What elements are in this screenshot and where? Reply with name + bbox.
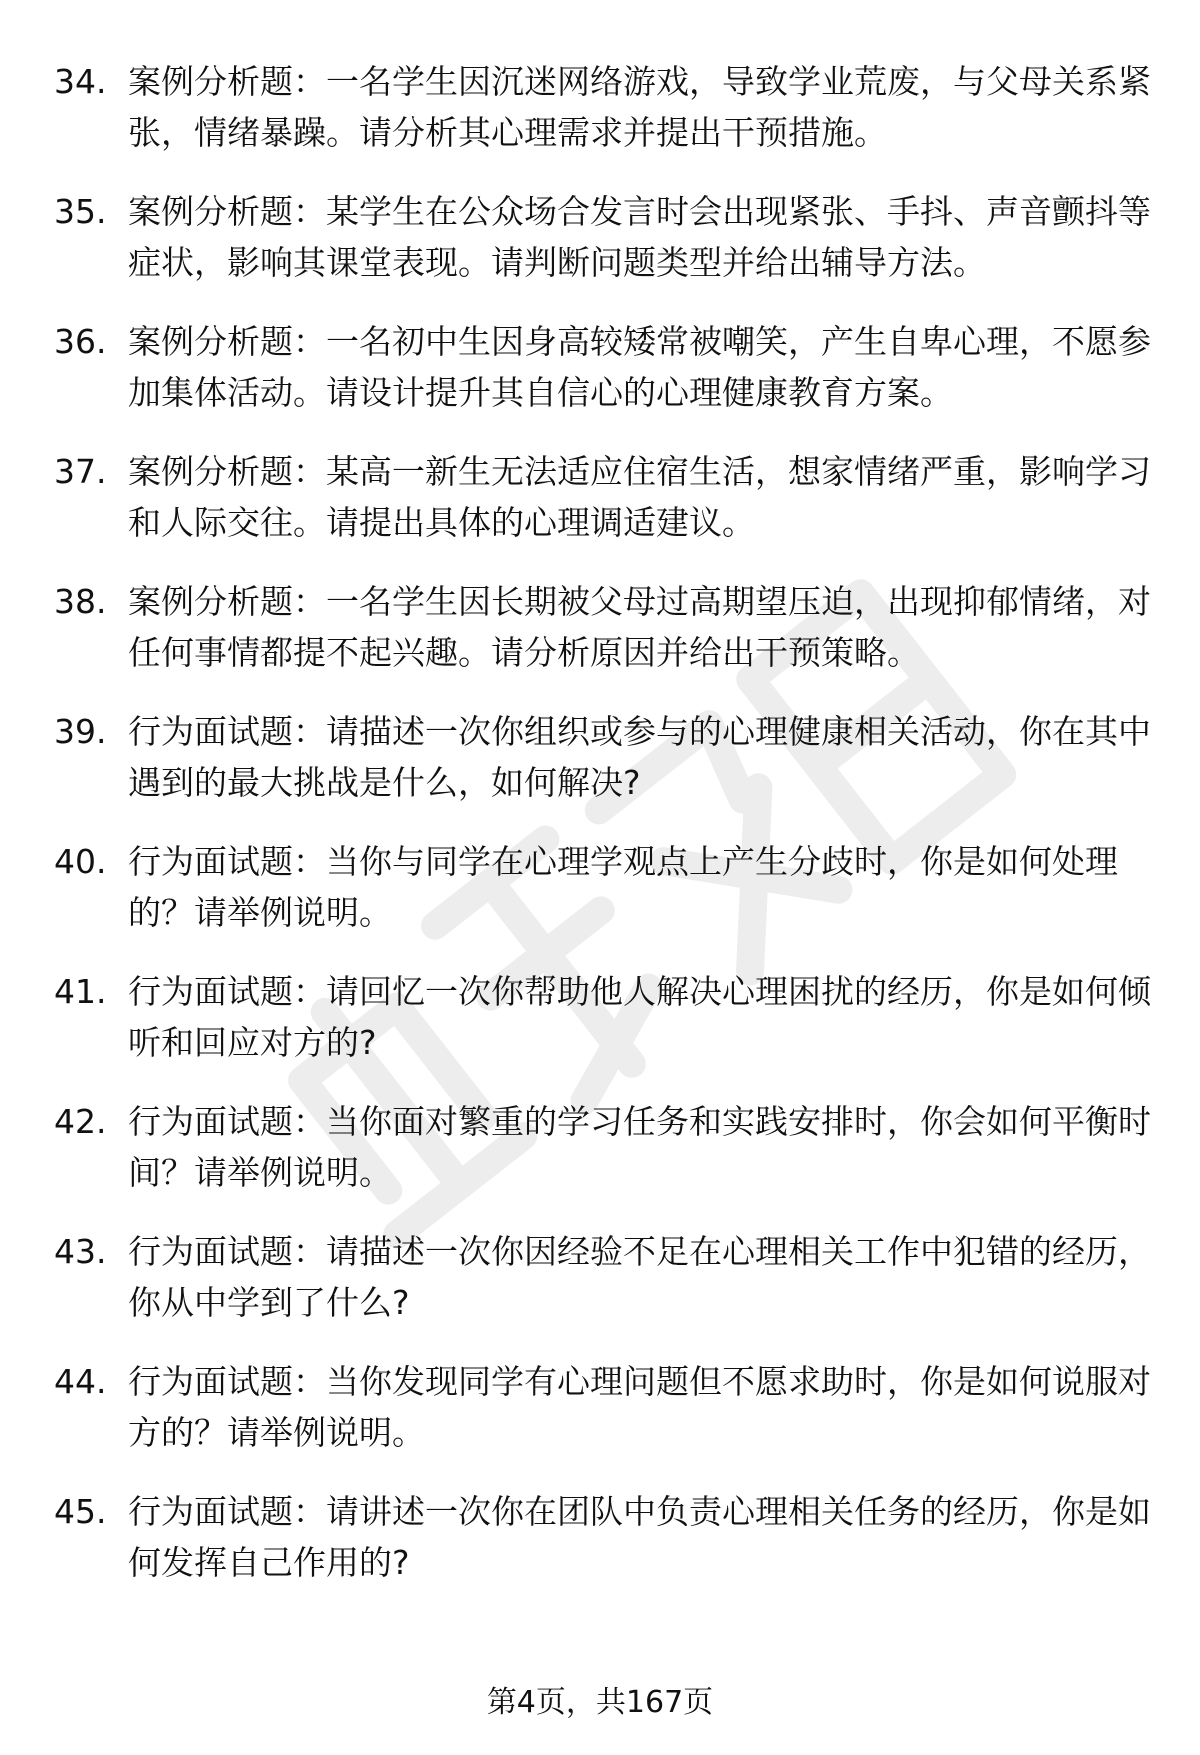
question-text: 案例分析题：某高一新生无法适应住宿生活，想家情绪严重，影响学习和人际交往。请提出具体的心理调适建议。 — [128, 452, 1151, 542]
question-item-41 — [54, 966, 1154, 1068]
question-item-35 — [54, 186, 1154, 288]
question-text: 行为面试题：当你发现同学有心理问题但不愿求助时，你是如何说服对方的？请举例说明。 — [128, 1362, 1151, 1452]
page-number-footer: 第4页，共167页 — [486, 1685, 714, 1720]
question-item-39 — [54, 706, 1154, 808]
question-item-38 — [54, 576, 1154, 678]
question-text: 行为面试题：请描述一次你因经验不足在心理相关工作中犯错的经历，你从中学到了什么? — [128, 1232, 1151, 1322]
question-text: 行为面试题：当你与同学在心理学观点上产生分歧时，你是如何处理的？请举例说明。 — [128, 842, 1118, 932]
question-item-44 — [54, 1356, 1154, 1458]
question-number: 43. — [54, 1232, 107, 1271]
question-number: 38. — [54, 582, 107, 621]
question-item-34 — [54, 56, 1154, 158]
question-text: 行为面试题：请回忆一次你帮助他人解决心理困扰的经历，你是如何倾听和回应对方的? — [128, 972, 1151, 1062]
question-number: 45. — [54, 1492, 107, 1531]
question-item-37 — [54, 446, 1154, 548]
question-number: 40. — [54, 842, 107, 881]
question-text: 案例分析题：一名学生因长期被父母过高期望压迫，出现抑郁情绪，对任何事情都提不起兴趣。请分析原因并给出干预策略。 — [128, 582, 1151, 672]
question-text: 行为面试题：请描述一次你组织或参与的心理健康相关活动，你在其中遇到的最大挑战是什么，如何解决? — [128, 712, 1151, 802]
question-number: 39. — [54, 712, 107, 751]
question-number: 37. — [54, 452, 107, 491]
question-text: 行为面试题：请讲述一次你在团队中负责心理相关任务的经历，你是如何发挥自己作用的? — [128, 1492, 1151, 1582]
question-number: 42. — [54, 1102, 107, 1141]
question-item-43 — [54, 1226, 1154, 1328]
question-item-36 — [54, 316, 1154, 418]
question-list — [54, 56, 1154, 1616]
question-text: 案例分析题：一名初中生因身高较矮常被嘲笑，产生自卑心理，不愿参加集体活动。请设计提升其自信心的心理健康教育方案。 — [128, 322, 1151, 412]
question-number: 44. — [54, 1362, 107, 1401]
question-text: 案例分析题：一名学生因沉迷网络游戏，导致学业荒废，与父母关系紧张，情绪暴躁。请分析其心理需求并提出干预措施。 — [128, 62, 1151, 152]
question-number: 36. — [54, 322, 107, 361]
question-text: 行为面试题：当你面对繁重的学习任务和实践安排时，你会如何平衡时间？请举例说明。 — [128, 1102, 1151, 1192]
question-item-45 — [54, 1486, 1154, 1588]
question-text: 案例分析题：某学生在公众场合发言时会出现紧张、手抖、声音颤抖等症状，影响其课堂表现。请判断问题类型并给出辅导方法。 — [128, 192, 1151, 282]
question-item-40 — [54, 836, 1154, 938]
question-number: 34. — [54, 62, 107, 101]
question-number: 41. — [54, 972, 107, 1011]
question-number: 35. — [54, 192, 107, 231]
question-item-42 — [54, 1096, 1154, 1198]
